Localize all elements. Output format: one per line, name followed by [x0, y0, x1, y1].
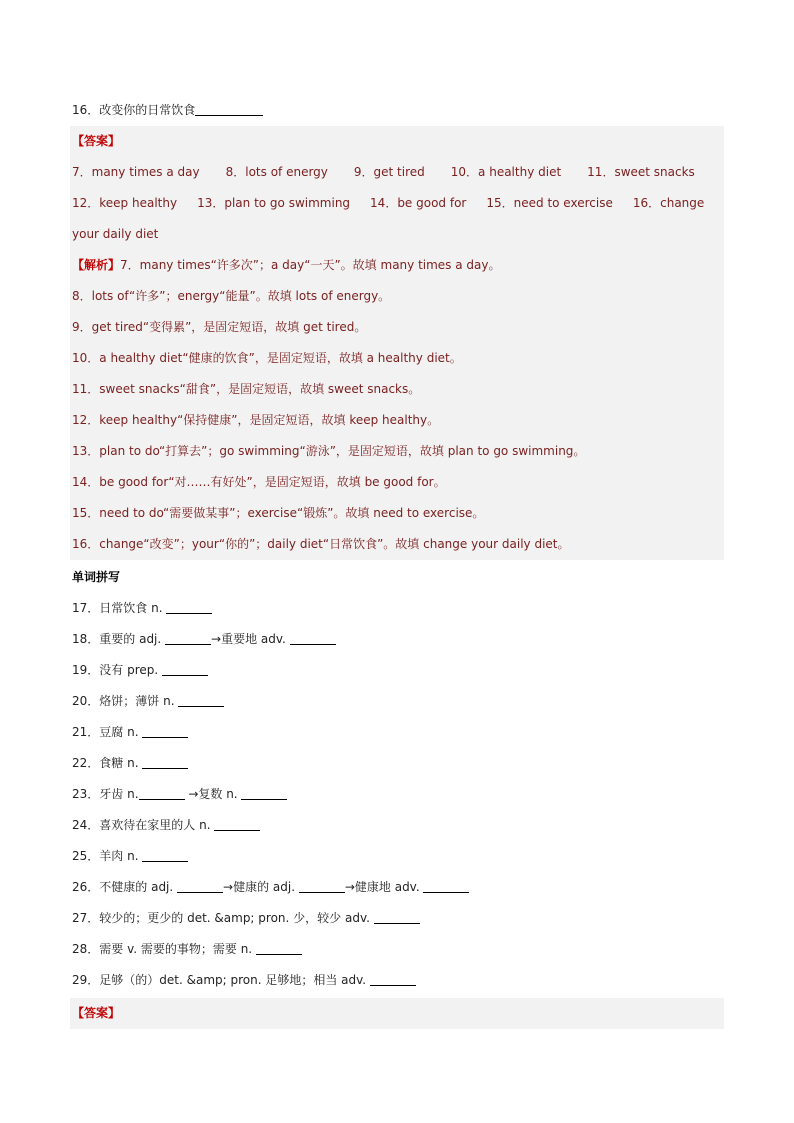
question-21: 21．豆腐 n.: [70, 717, 724, 748]
answer-blank: [256, 940, 302, 955]
question-17: 17．日常饮食 n.: [70, 593, 724, 624]
analysis-row-13: 13．plan to do“打算去”；go swimming“游泳”，是固定短语，故填 plan to go swimming。: [70, 436, 724, 467]
answer-blank: [195, 101, 263, 116]
question-25: 25．羊肉 n.: [70, 841, 724, 872]
analysis-row-9: 9．get tired“变得累”，是固定短语，故填 get tired。: [70, 312, 724, 343]
answer-blank: [139, 785, 185, 800]
answer-blank: [142, 754, 188, 769]
answer-row-1: 7．many times a day 8．lots of energy 9．get tired 10．a healthy diet 11．sweet snacks: [70, 157, 724, 188]
answer-row-3: your daily diet: [70, 219, 724, 250]
analysis-tag: 【解析】: [72, 258, 121, 272]
answer-row-2: 12．keep healthy 13．plan to go swimming 14．be good for 15．need to exercise 16．change: [70, 188, 724, 219]
analysis-row-14: 14．be good for“对……有好处”，是固定短语，故填 be good for。: [70, 467, 724, 498]
question-19: 19．没有 prep.: [70, 655, 724, 686]
analysis-row-8: 8．lots of“许多”；energy“能量”。故填 lots of energy。: [70, 281, 724, 312]
analysis-row-12: 12．keep healthy“保持健康”，是固定短语，故填 keep healthy。: [70, 405, 724, 436]
question-24: 24．喜欢待在家里的人 n.: [70, 810, 724, 841]
question-28: 28．需要 v. 需要的事物；需要 n.: [70, 934, 724, 965]
analysis-row-16: 16．change“改变”；your“你的”；daily diet“日常饮食”。故填 change your daily diet。: [70, 529, 724, 560]
analysis-row-7: 【解析】7．many times“许多次”；a day“一天”。故填 many times a day。: [70, 250, 724, 281]
question-16: 16．改变你的日常饮食: [70, 95, 724, 126]
answer-tag: 【答案】: [72, 134, 121, 148]
answer-blank: [142, 847, 188, 862]
question-27: 27．较少的；更少的 det. &amp; pron. 少，较少 adv.: [70, 903, 724, 934]
question-20: 20．烙饼；薄饼 n.: [70, 686, 724, 717]
question-22: 22．食糖 n.: [70, 748, 724, 779]
question-18: 18．重要的 adj. →重要地 adv.: [70, 624, 724, 655]
answer-blank: [162, 661, 208, 676]
analysis-row-15: 15．need to do“需要做某事”；exercise“锻炼”。故填 need to exercise。: [70, 498, 724, 529]
section-title: 单词拼写: [72, 570, 121, 584]
answer-blank: [290, 630, 336, 645]
answer-blank: [214, 816, 260, 831]
answer-blank: [374, 909, 420, 924]
answer-blank: [177, 878, 223, 893]
answer-label-row-2: [70, 998, 724, 1029]
answer-blank: [165, 630, 211, 645]
answer-blank: [178, 692, 224, 707]
answer-blank: [166, 599, 212, 614]
answer-blank: [423, 878, 469, 893]
analysis-row-10: 10．a healthy diet“健康的饮食”，是固定短语，故填 a healthy diet。: [70, 343, 724, 374]
analysis-row-11: 11．sweet snacks“甜食”，是固定短语，故填 sweet snacks。: [70, 374, 724, 405]
question-26: 26．不健康的 adj. →健康的 adj. →健康地 adv.: [70, 872, 724, 903]
answer-blank: [142, 723, 188, 738]
answer-blank: [299, 878, 345, 893]
answer-blank: [241, 785, 287, 800]
answer-label-row: [70, 126, 724, 157]
question-23: 23．牙齿 n. →复数 n.: [70, 779, 724, 810]
answer-tag-2: 【答案】: [72, 1006, 121, 1020]
question-29: 29．足够（的）det. &amp; pron. 足够地；相当 adv.: [70, 965, 724, 996]
answer-blank: [370, 971, 416, 986]
